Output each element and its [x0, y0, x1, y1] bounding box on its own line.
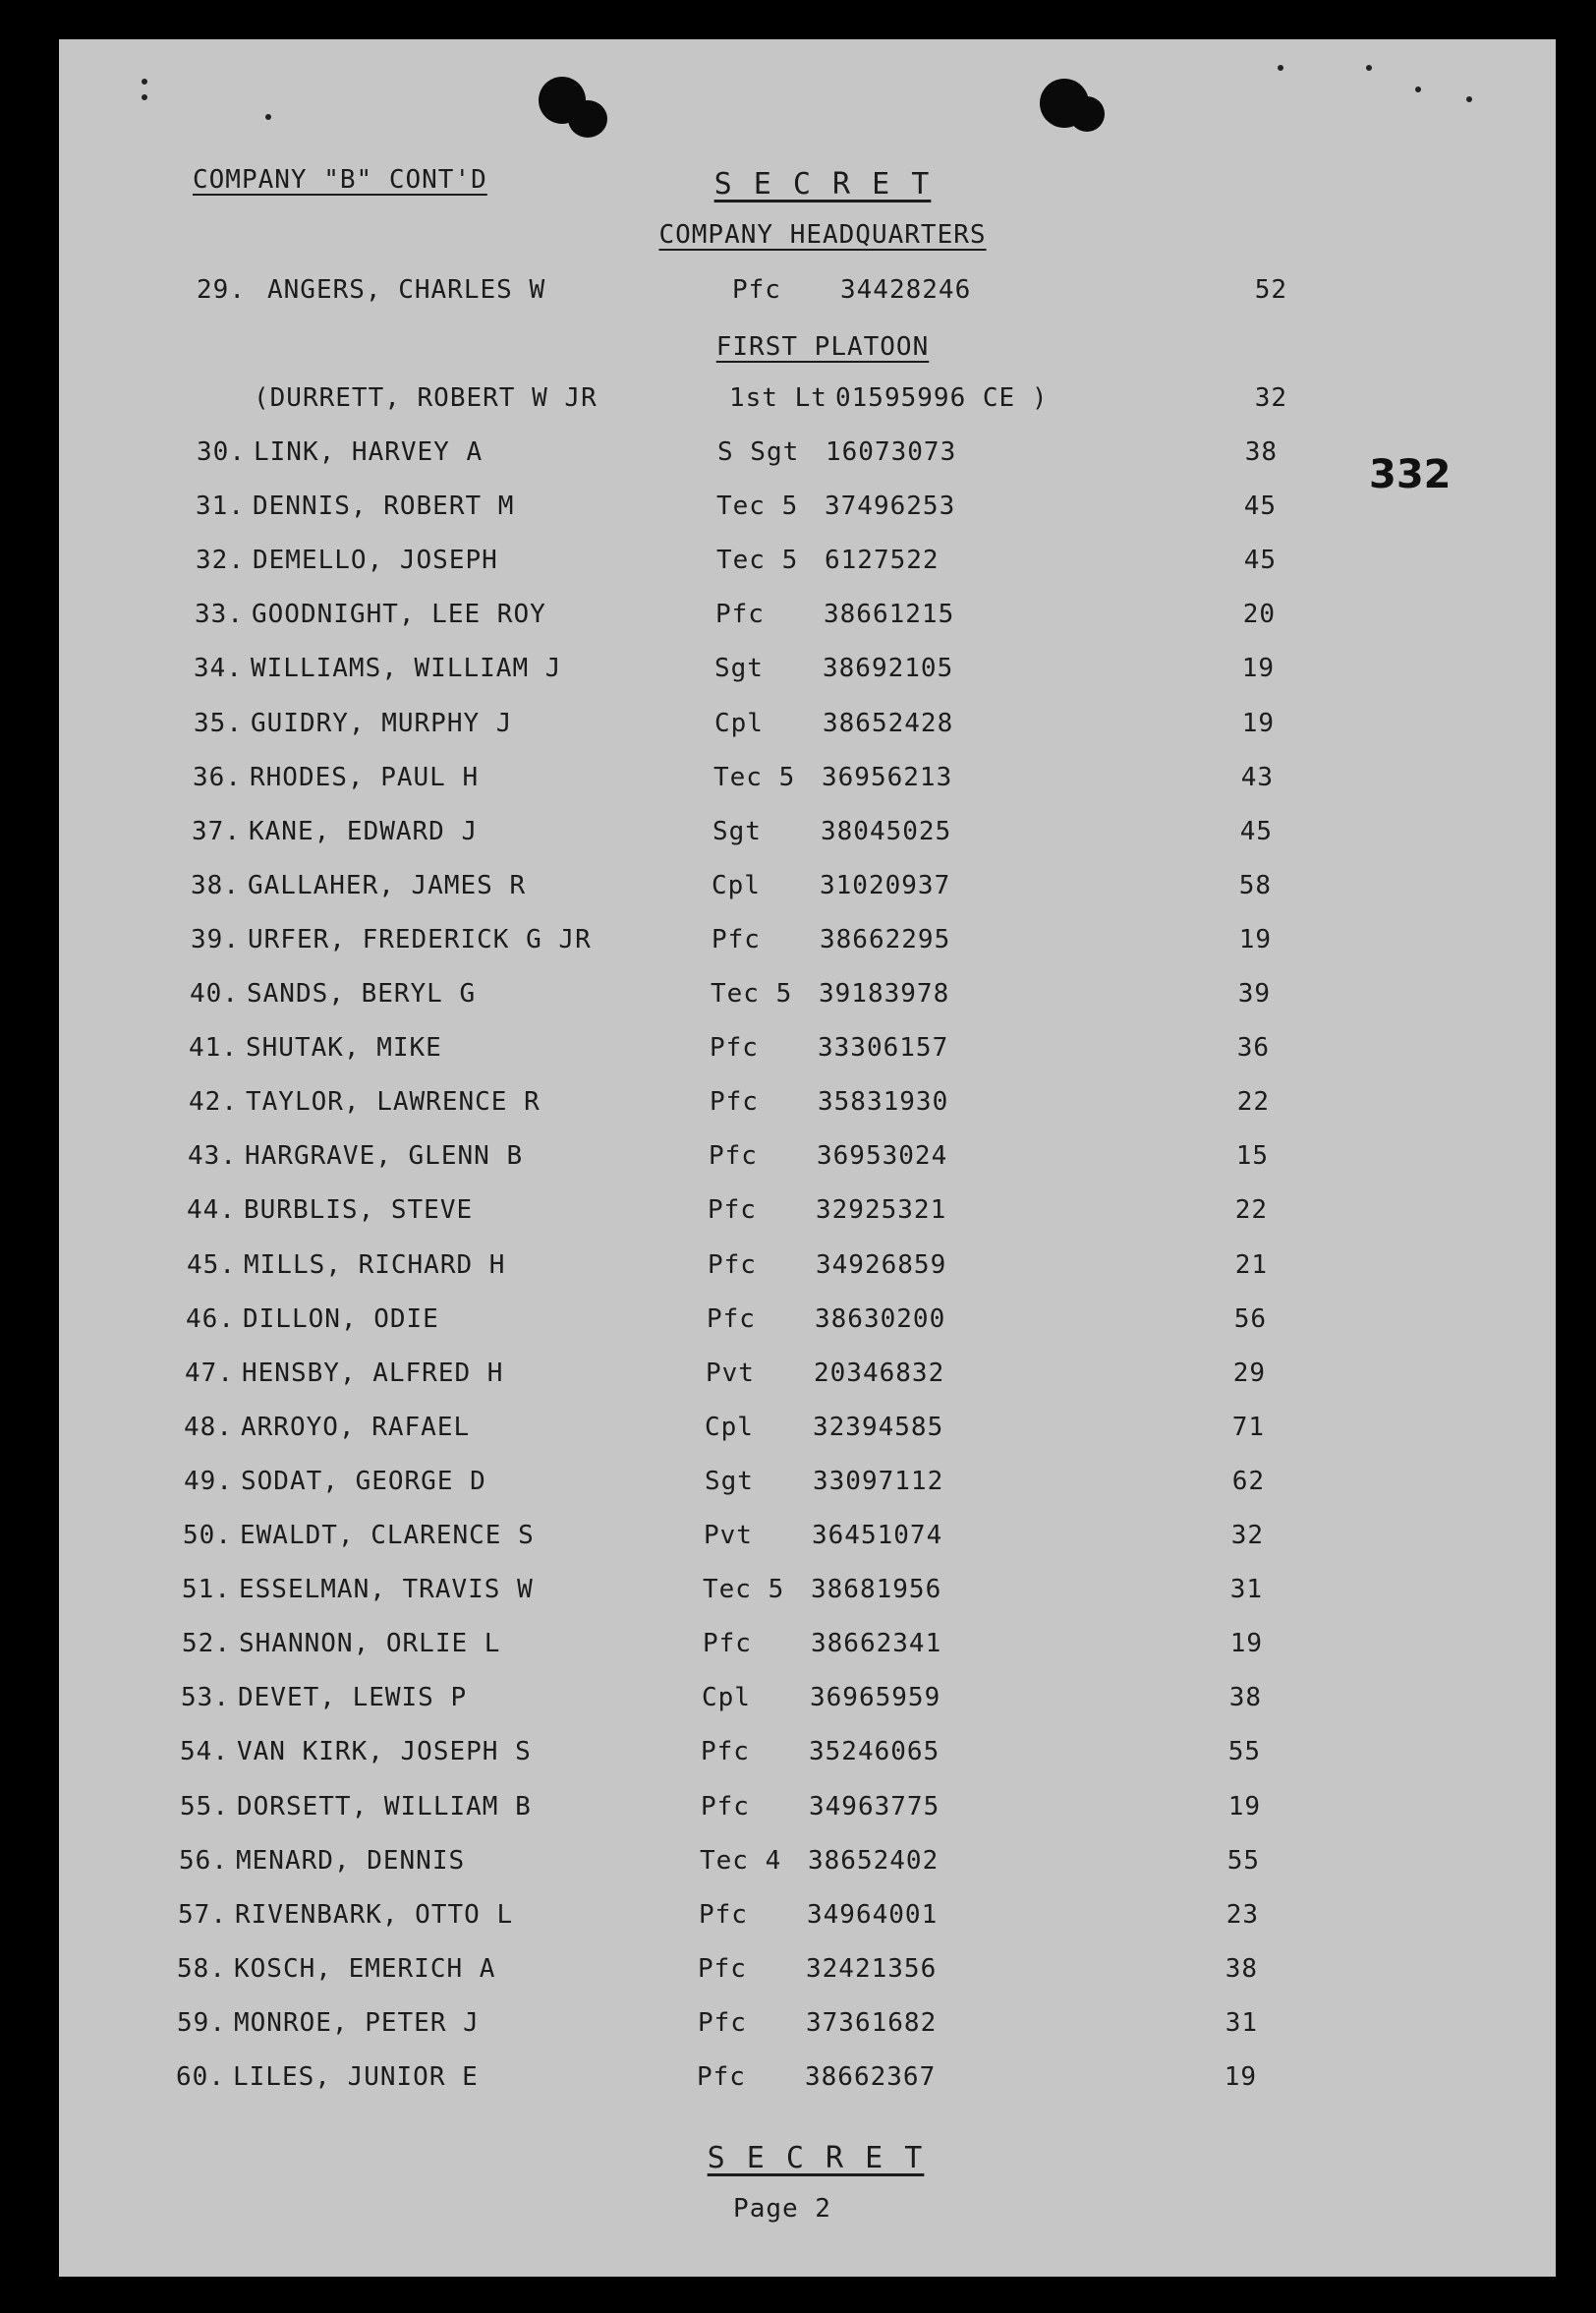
row-rank: Pfc	[699, 1900, 748, 1930]
row-rank: Pfc	[709, 1141, 758, 1171]
table-row	[59, 2008, 1556, 2044]
speck	[1366, 65, 1372, 71]
row-name: EWALDT, CLARENCE S	[240, 1521, 535, 1550]
row-number: 33.	[195, 600, 244, 629]
row-rank: Pfc	[698, 2008, 747, 2038]
row-rank: Tec 5	[716, 546, 799, 575]
row-number: 58.	[177, 1954, 226, 1984]
row-rank: Pvt	[704, 1521, 753, 1550]
row-serial: 16073073	[826, 437, 957, 467]
row-number: 45.	[187, 1250, 236, 1280]
table-row	[59, 2062, 1556, 2098]
row-name: TAYLOR, LAWRENCE R	[246, 1087, 541, 1117]
table-row	[59, 763, 1556, 798]
row-age: 23	[1226, 1900, 1259, 1930]
row-age: 38	[1225, 1954, 1258, 1984]
row-name: LINK, HARVEY A	[254, 437, 484, 467]
row-number: 34.	[194, 654, 243, 683]
row-rank: Pfc	[712, 925, 761, 954]
row-age: 45	[1239, 817, 1273, 846]
row-name: ANGERS, CHARLES W	[267, 275, 546, 305]
row-name: GUIDRY, MURPHY J	[251, 709, 513, 738]
row-rank: Pfc	[703, 1629, 752, 1658]
row-name: MONROE, PETER J	[234, 2008, 480, 2038]
row-age: 36	[1236, 1033, 1270, 1063]
row-serial: 37361682	[806, 2008, 938, 2038]
table-row	[59, 1413, 1556, 1448]
officer-serial: 01595996 CE )	[835, 383, 1049, 413]
row-serial: 35246065	[809, 1737, 940, 1766]
row-age: 19	[1238, 925, 1272, 954]
punch-hole-left-smear	[568, 100, 607, 138]
row-serial: 38662341	[811, 1629, 942, 1658]
row-rank: Cpl	[714, 709, 764, 738]
table-row	[59, 709, 1556, 744]
row-serial: 35831930	[818, 1087, 949, 1117]
row-serial: 36956213	[822, 763, 953, 792]
row-name: GALLAHER, JAMES R	[248, 871, 527, 900]
officer-row	[59, 383, 1556, 419]
row-name: DEVET, LEWIS P	[238, 1683, 468, 1712]
page-stamp-number: 332	[1369, 452, 1452, 497]
speck	[142, 94, 147, 100]
table-row	[59, 1141, 1556, 1177]
row-name: DILLON, ODIE	[243, 1304, 439, 1334]
row-serial: 38692105	[823, 654, 954, 683]
row-number: 44.	[187, 1195, 236, 1225]
table-row	[59, 817, 1556, 852]
row-age: 31	[1225, 2008, 1258, 2038]
row-name: GOODNIGHT, LEE ROY	[252, 600, 546, 629]
row-age: 19	[1241, 709, 1275, 738]
row-name: SODAT, GEORGE D	[241, 1467, 486, 1496]
table-row	[59, 437, 1556, 473]
row-age: 45	[1243, 546, 1277, 575]
row-number: 32.	[196, 546, 245, 575]
row-name: URFER, FREDERICK G JR	[248, 925, 592, 954]
table-row	[59, 871, 1556, 906]
row-age: 29	[1232, 1359, 1266, 1388]
row-name: SHUTAK, MIKE	[246, 1033, 442, 1063]
row-rank: Pvt	[706, 1359, 755, 1388]
table-row	[59, 1629, 1556, 1664]
row-serial: 36953024	[817, 1141, 948, 1171]
table-row	[59, 925, 1556, 960]
document-page	[59, 39, 1556, 2277]
row-number: 37.	[192, 817, 241, 846]
row-age: 21	[1234, 1250, 1268, 1280]
row-age: 19	[1227, 1792, 1261, 1821]
row-age: 31	[1229, 1575, 1263, 1604]
row-number: 59.	[177, 2008, 226, 2038]
row-rank: Sgt	[714, 654, 764, 683]
row-number: 54.	[180, 1737, 229, 1766]
punch-hole-right-smear	[1069, 96, 1105, 132]
row-age: 22	[1236, 1087, 1270, 1117]
row-rank: Pfc	[701, 1737, 750, 1766]
row-serial: 38045025	[821, 817, 952, 846]
row-rank: Tec 5	[711, 979, 793, 1009]
row-age: 58	[1238, 871, 1272, 900]
officer-name: (DURRETT, ROBERT W JR	[254, 383, 598, 413]
page-number: Page 2	[733, 2194, 831, 2224]
row-age: 71	[1231, 1413, 1265, 1442]
table-row	[59, 654, 1556, 689]
table-row	[59, 1250, 1556, 1286]
row-name: VAN KIRK, JOSEPH S	[237, 1737, 532, 1766]
speck	[1278, 65, 1283, 71]
table-row	[59, 1846, 1556, 1881]
speck	[142, 79, 147, 85]
row-age: 19	[1229, 1629, 1263, 1658]
table-row	[59, 600, 1556, 635]
row-number: 29.	[197, 275, 246, 305]
hq-row	[59, 275, 1556, 311]
table-row	[59, 1900, 1556, 1936]
row-name: DEMELLO, JOSEPH	[253, 546, 498, 575]
row-number: 36.	[193, 763, 242, 792]
row-rank: Tec 4	[700, 1846, 782, 1876]
table-row	[59, 979, 1556, 1014]
row-serial: 37496253	[825, 492, 956, 521]
table-row	[59, 1359, 1556, 1394]
row-rank: Pfc	[710, 1087, 759, 1117]
row-rank: Tec 5	[703, 1575, 785, 1604]
table-row	[59, 1033, 1556, 1069]
row-serial: 38662367	[805, 2062, 937, 2092]
row-number: 47.	[185, 1359, 234, 1388]
row-name: KOSCH, EMERICH A	[234, 1954, 496, 1984]
row-number: 31.	[196, 492, 245, 521]
row-name: DORSETT, WILLIAM B	[237, 1792, 532, 1821]
table-row	[59, 1575, 1556, 1610]
row-rank: Pfc	[697, 2062, 746, 2092]
row-name: ESSELMAN, TRAVIS W	[239, 1575, 534, 1604]
row-number: 49.	[184, 1467, 233, 1496]
row-age: 56	[1233, 1304, 1267, 1334]
row-name: HARGRAVE, GLENN B	[245, 1141, 524, 1171]
table-row	[59, 1195, 1556, 1231]
row-number: 46.	[186, 1304, 235, 1334]
row-serial: 34926859	[816, 1250, 947, 1280]
row-age: 43	[1240, 763, 1274, 792]
row-number: 35.	[194, 709, 243, 738]
table-row	[59, 492, 1556, 527]
row-rank: S Sgt	[717, 437, 800, 467]
row-name: SHANNON, ORLIE L	[239, 1629, 501, 1658]
row-age: 55	[1226, 1846, 1260, 1876]
row-rank: Tec 5	[713, 763, 796, 792]
row-age: 38	[1228, 1683, 1262, 1712]
row-serial: 36451074	[812, 1521, 943, 1550]
row-serial: 34428246	[840, 275, 972, 305]
row-number: 38.	[191, 871, 240, 900]
officer-age: 32	[1254, 383, 1287, 413]
row-name: SANDS, BERYL G	[247, 979, 477, 1009]
row-serial: 32394585	[813, 1413, 944, 1442]
row-serial: 6127522	[825, 546, 940, 575]
row-number: 41.	[189, 1033, 238, 1063]
row-serial: 38681956	[811, 1575, 942, 1604]
row-number: 57.	[178, 1900, 227, 1930]
row-name: RIVENBARK, OTTO L	[235, 1900, 514, 1930]
row-serial: 39183978	[819, 979, 950, 1009]
row-age: 39	[1237, 979, 1271, 1009]
row-rank: Pfc	[732, 275, 781, 305]
row-number: 48.	[184, 1413, 233, 1442]
row-number: 53.	[181, 1683, 230, 1712]
row-number: 52.	[182, 1629, 231, 1658]
row-number: 60.	[176, 2062, 225, 2092]
row-age: 20	[1242, 600, 1276, 629]
row-name: WILLIAMS, WILLIAM J	[251, 654, 562, 683]
row-number: 50.	[183, 1521, 232, 1550]
table-row	[59, 1683, 1556, 1718]
secret-heading: S E C R E T	[713, 167, 932, 202]
row-rank: Tec 5	[716, 492, 799, 521]
table-row	[59, 1521, 1556, 1556]
row-rank: Pfc	[715, 600, 765, 629]
row-serial: 38662295	[820, 925, 951, 954]
row-number: 55.	[180, 1792, 229, 1821]
row-serial: 34964001	[807, 1900, 939, 1930]
speck	[265, 114, 271, 120]
row-serial: 38652428	[823, 709, 954, 738]
row-age: 38	[1244, 437, 1278, 467]
row-rank: Cpl	[705, 1413, 754, 1442]
row-rank: Sgt	[712, 817, 762, 846]
row-number: 30.	[197, 437, 246, 467]
row-rank: Pfc	[710, 1033, 759, 1063]
table-row	[59, 1954, 1556, 1990]
row-serial: 34963775	[809, 1792, 940, 1821]
row-rank: Sgt	[705, 1467, 754, 1496]
row-serial: 32421356	[806, 1954, 938, 1984]
row-number: 43.	[188, 1141, 237, 1171]
row-age: 45	[1243, 492, 1277, 521]
speck	[1415, 87, 1421, 92]
row-age: 19	[1224, 2062, 1257, 2092]
row-number: 56.	[179, 1846, 228, 1876]
table-row	[59, 1792, 1556, 1827]
table-row	[59, 1087, 1556, 1123]
row-name: MILLS, RICHARD H	[244, 1250, 506, 1280]
secret-footer: S E C R E T	[707, 2141, 925, 2175]
section-first-platoon: FIRST PLATOON	[715, 332, 930, 362]
row-name: ARROYO, RAFAEL	[241, 1413, 471, 1442]
row-serial: 36965959	[810, 1683, 941, 1712]
row-rank: Pfc	[708, 1195, 757, 1225]
row-name: HENSBY, ALFRED H	[242, 1359, 504, 1388]
row-name: KANE, EDWARD J	[249, 817, 479, 846]
row-number: 51.	[182, 1575, 231, 1604]
row-serial: 33306157	[818, 1033, 949, 1063]
row-rank: Pfc	[698, 1954, 747, 1984]
row-rank: Pfc	[708, 1250, 757, 1280]
table-row	[59, 1467, 1556, 1502]
row-age: 19	[1241, 654, 1275, 683]
officer-rank: 1st Lt	[729, 383, 827, 413]
row-rank: Cpl	[712, 871, 761, 900]
company-heading: COMPANY "B" CONT'D	[193, 165, 487, 195]
section-company-headquarters: COMPANY HEADQUARTERS	[658, 220, 987, 250]
row-number: 42.	[189, 1087, 238, 1117]
row-age: 62	[1231, 1467, 1265, 1496]
row-age: 22	[1234, 1195, 1268, 1225]
row-age: 52	[1254, 275, 1287, 305]
table-row	[59, 1737, 1556, 1772]
row-age: 32	[1230, 1521, 1264, 1550]
table-row	[59, 1304, 1556, 1340]
row-name: BURBLIS, STEVE	[244, 1195, 474, 1225]
row-rank: Pfc	[701, 1792, 750, 1821]
row-age: 55	[1227, 1737, 1261, 1766]
row-rank: Cpl	[702, 1683, 751, 1712]
row-number: 39.	[191, 925, 240, 954]
speck	[1466, 96, 1472, 102]
row-serial: 38630200	[815, 1304, 946, 1334]
row-rank: Pfc	[707, 1304, 756, 1334]
row-serial: 33097112	[813, 1467, 944, 1496]
row-age: 15	[1235, 1141, 1269, 1171]
row-name: DENNIS, ROBERT M	[253, 492, 515, 521]
row-name: RHODES, PAUL H	[250, 763, 480, 792]
table-row	[59, 546, 1556, 581]
row-name: LILES, JUNIOR E	[233, 2062, 479, 2092]
row-serial: 38652402	[808, 1846, 940, 1876]
row-serial: 38661215	[824, 600, 955, 629]
row-serial: 20346832	[814, 1359, 945, 1388]
row-name: MENARD, DENNIS	[236, 1846, 466, 1876]
row-serial: 32925321	[816, 1195, 947, 1225]
row-number: 40.	[190, 979, 239, 1009]
row-serial: 31020937	[820, 871, 951, 900]
